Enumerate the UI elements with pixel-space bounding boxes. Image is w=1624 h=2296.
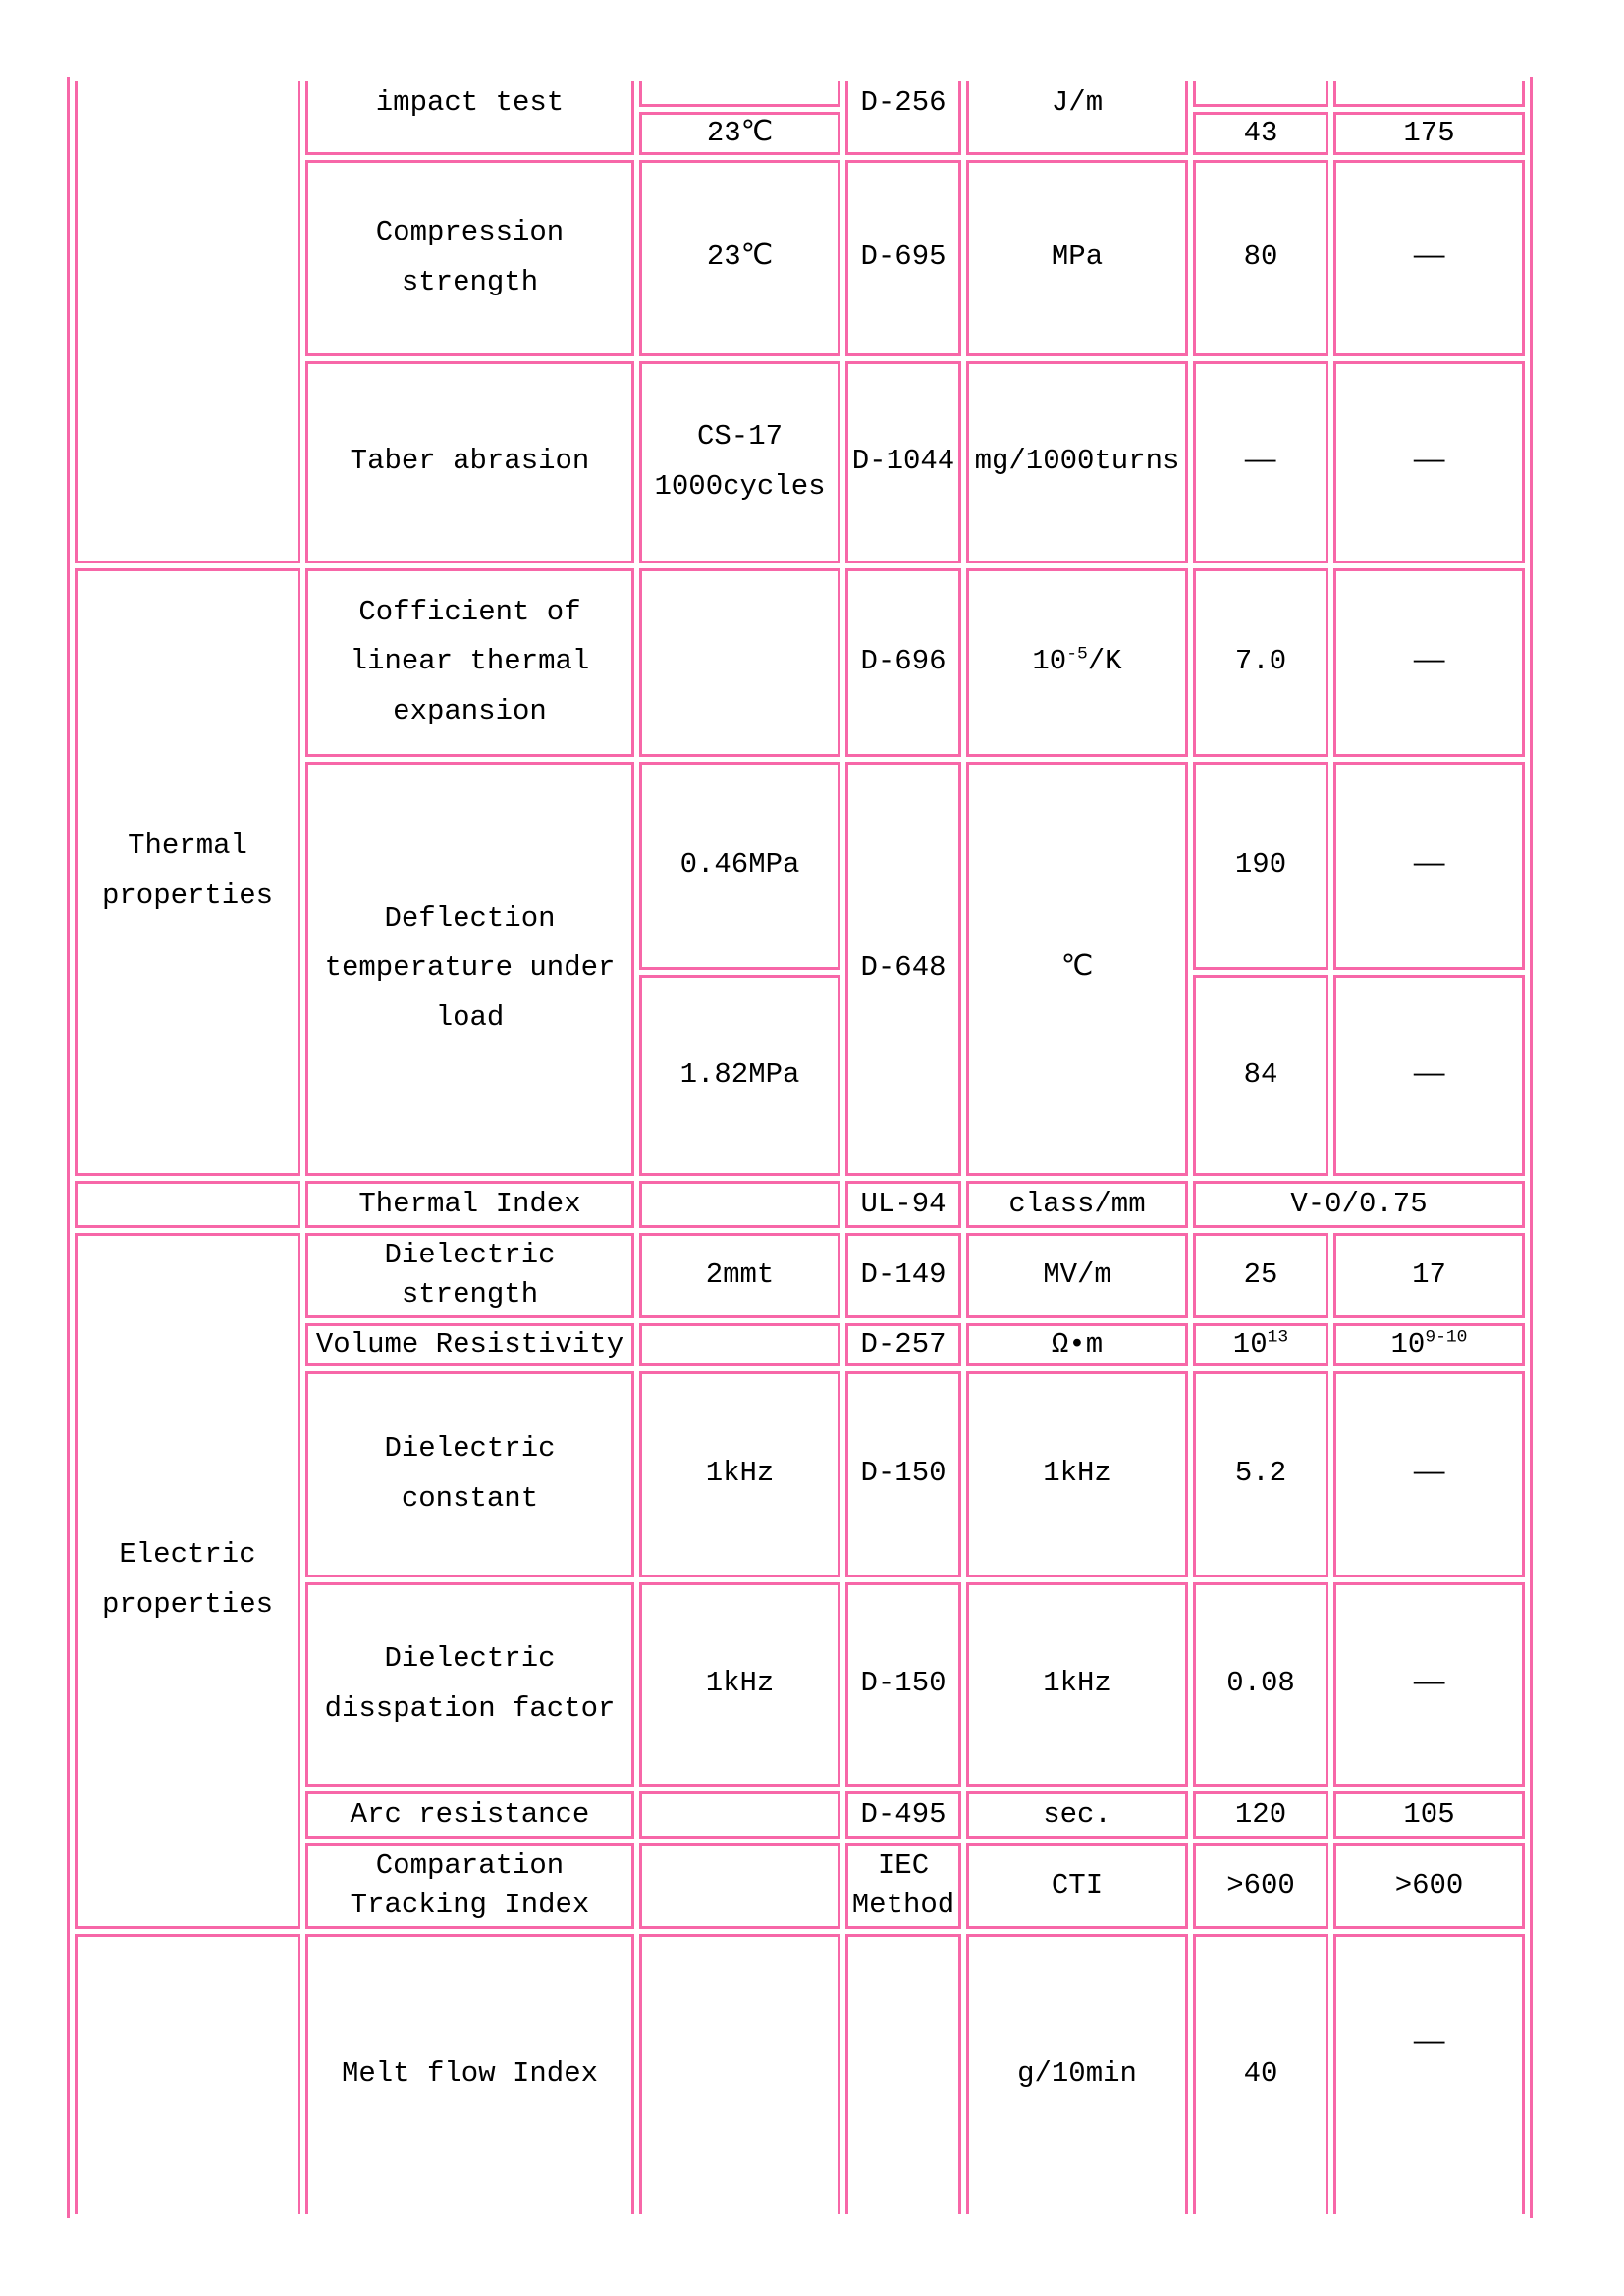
cell-thermal-index-property: Thermal Index xyxy=(305,1181,634,1228)
category-cell-melt xyxy=(75,1934,300,2214)
category-cell-electric: Electric properties xyxy=(75,1233,300,1929)
cell-dissipation-condition: 1kHz xyxy=(639,1582,840,1787)
cell-cti-property: Comparation Tracking Index xyxy=(305,1843,634,1929)
cell-impact-condition: 23℃ xyxy=(639,112,840,155)
cell-compression-value2 xyxy=(1333,160,1525,356)
cell-arc-value1: 120 xyxy=(1193,1791,1328,1839)
cell-volume-resistivity-value1: $10^{13}$ xyxy=(1193,1323,1328,1366)
cell-deflection-value2-a xyxy=(1333,762,1525,970)
cell-deflection-value1-b: 84 xyxy=(1193,975,1328,1176)
cell-dielectric-constant-condition: 1kHz xyxy=(639,1371,840,1577)
row-thermal-index xyxy=(75,1181,1525,1228)
cell-impact-unit: J/m xyxy=(966,81,1188,155)
cell-compression-value1: 80 xyxy=(1193,160,1328,356)
cell-arc-unit: sec. xyxy=(966,1791,1188,1839)
cell-expansion-value2 xyxy=(1333,568,1525,757)
cell-taber-value2 xyxy=(1333,361,1525,563)
material-properties-table-wrap xyxy=(67,77,1533,2218)
cell-arc-condition xyxy=(639,1791,840,1839)
cell-thermal-index-value: V-0/0.75 xyxy=(1193,1181,1525,1228)
cell-deflection-value1-a: 190 xyxy=(1193,762,1328,970)
cell-dielectric-strength-value1: 25 xyxy=(1193,1233,1328,1318)
category-cell-thermal-index xyxy=(75,1181,300,1228)
cell-dissipation-property: Dielectric disspation factor xyxy=(305,1582,634,1787)
cell-melt-property: Melt flow Index xyxy=(305,1934,634,2214)
cell-arc-method: D-495 xyxy=(845,1791,961,1839)
cell-dielectric-strength-value2: 17 xyxy=(1333,1233,1525,1318)
cell-taber-unit: mg/1000turns xyxy=(966,361,1188,563)
cell-expansion-method: D-696 xyxy=(845,568,961,757)
dash-glyph: — xyxy=(1413,445,1445,478)
cell-volume-resistivity-property: Volume Resistivity xyxy=(305,1323,634,1366)
cell-taber-value1 xyxy=(1193,361,1328,563)
row-impact-sliver xyxy=(75,81,1525,107)
cell-impact-value1-sliver xyxy=(1193,81,1328,107)
cell-expansion-condition xyxy=(639,568,840,757)
cell-thermal-index-condition xyxy=(639,1181,840,1228)
row-expansion xyxy=(75,568,1525,757)
dash-glyph: — xyxy=(1245,445,1276,478)
cell-dissipation-method: D-150 xyxy=(845,1582,961,1787)
cell-impact-property: impact test xyxy=(305,81,634,155)
row-dielectric-strength xyxy=(75,1233,1525,1318)
cell-expansion-unit: $10^{-5}/K$ xyxy=(966,568,1188,757)
cell-deflection-unit: ℃ xyxy=(966,762,1188,1176)
cell-volume-resistivity-method: D-257 xyxy=(845,1323,961,1366)
material-properties-table xyxy=(70,77,1530,2218)
dash-glyph: — xyxy=(1413,645,1445,678)
cell-arc-property: Arc resistance xyxy=(305,1791,634,1839)
cell-dielectric-strength-unit: MV/m xyxy=(966,1233,1188,1318)
cell-melt-value1: 40 xyxy=(1193,1934,1328,2214)
cell-impact-value2: 175 xyxy=(1333,112,1525,155)
cell-melt-condition xyxy=(639,1934,840,2214)
cell-volume-resistivity-condition xyxy=(639,1323,840,1366)
cell-dielectric-strength-condition: 2mmt xyxy=(639,1233,840,1318)
cell-compression-condition: 23℃ xyxy=(639,160,840,356)
dash-glyph: — xyxy=(1413,2026,1445,2059)
cell-dielectric-strength-property: Dielectric strength xyxy=(305,1233,634,1318)
cell-thermal-index-unit: class/mm xyxy=(966,1181,1188,1228)
cell-expansion-property: Cofficient of linear thermal expansion xyxy=(305,568,634,757)
cell-dissipation-unit: 1kHz xyxy=(966,1582,1188,1787)
cell-melt-value2 xyxy=(1333,1934,1525,2214)
cell-deflection-value2-b xyxy=(1333,975,1525,1176)
category-cell-thermal: Thermal properties xyxy=(75,568,300,1176)
cell-dissipation-value2 xyxy=(1333,1582,1525,1787)
cell-cti-condition xyxy=(639,1843,840,1929)
cell-dielectric-constant-property: Dielectric constant xyxy=(305,1371,634,1577)
dash-glyph: — xyxy=(1413,240,1445,274)
cell-dielectric-constant-value2 xyxy=(1333,1371,1525,1577)
cell-dielectric-constant-method: D-150 xyxy=(845,1371,961,1577)
cell-impact-condition-sliver xyxy=(639,81,840,107)
cell-deflection-condition-b: 1.82MPa xyxy=(639,975,840,1176)
cell-melt-unit: g/10min xyxy=(966,1934,1188,2214)
cell-dielectric-constant-unit: 1kHz xyxy=(966,1371,1188,1577)
cell-compression-unit: MPa xyxy=(966,160,1188,356)
dash-glyph: — xyxy=(1413,848,1445,881)
cell-taber-condition: CS-17 1000cycles xyxy=(639,361,840,563)
dash-glyph: — xyxy=(1413,1667,1445,1700)
cell-taber-property: Taber abrasion xyxy=(305,361,634,563)
cell-deflection-property: Deflection temperature under load xyxy=(305,762,634,1176)
dash-glyph: — xyxy=(1413,1457,1445,1490)
cell-impact-value2-sliver xyxy=(1333,81,1525,107)
cell-volume-resistivity-value2: 10$^{9-10}$ xyxy=(1333,1323,1525,1366)
cell-dielectric-constant-value1: 5.2 xyxy=(1193,1371,1328,1577)
cell-dielectric-strength-method: D-149 xyxy=(845,1233,961,1318)
cell-volume-resistivity-unit: Ω•m xyxy=(966,1323,1188,1366)
row-melt-flow xyxy=(75,1934,1525,2214)
cell-deflection-method: D-648 xyxy=(845,762,961,1176)
cell-deflection-condition-a: 0.46MPa xyxy=(639,762,840,970)
category-cell-mechanical xyxy=(75,81,300,563)
cell-melt-method xyxy=(845,1934,961,2214)
cell-cti-value2: >600 xyxy=(1333,1843,1525,1929)
cell-expansion-value1: 7.0 xyxy=(1193,568,1328,757)
dash-glyph: — xyxy=(1413,1057,1445,1091)
cell-arc-value2: 105 xyxy=(1333,1791,1525,1839)
cell-thermal-index-method: UL-94 xyxy=(845,1181,961,1228)
cell-compression-property: Compression strength xyxy=(305,160,634,356)
cell-cti-method: IEC Method xyxy=(845,1843,961,1929)
cell-cti-value1: >600 xyxy=(1193,1843,1328,1929)
cell-dissipation-value1: 0.08 xyxy=(1193,1582,1328,1787)
cell-impact-method: D-256 xyxy=(845,81,961,155)
cell-compression-method: D-695 xyxy=(845,160,961,356)
cell-taber-method: D-1044 xyxy=(845,361,961,563)
cell-cti-unit: CTI xyxy=(966,1843,1188,1929)
cell-impact-value1: 43 xyxy=(1193,112,1328,155)
